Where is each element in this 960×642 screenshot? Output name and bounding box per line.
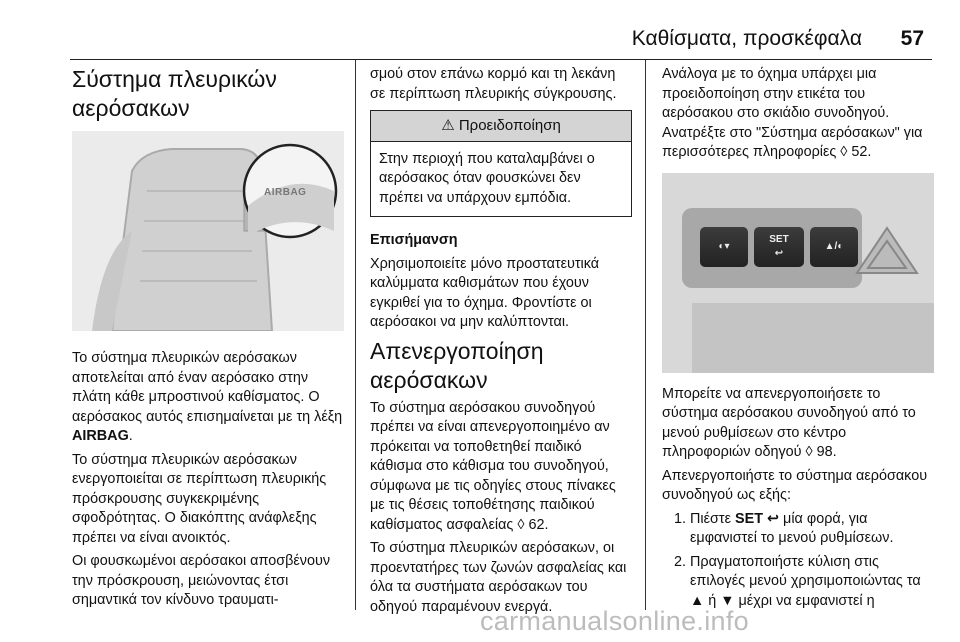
warning-header	[371, 111, 631, 142]
return-arrow-icon: ↩	[763, 510, 780, 527]
note-title: Επισήμανση	[370, 232, 458, 248]
warning-body: Στην περιοχή που καταλαμβάνει ο αερόσακος όταν φουσκώνει δεν πρέπει να υπάρχουν εμπόδια.	[379, 150, 595, 206]
list-item: 2. Πραγματοποιήστε κύλιση στις επιλογές μενού χρησιμοποιώντας τα ▲ ή ▼ μέχρι να εμφανιστεί η	[690, 553, 934, 612]
set-button: SET ↩	[754, 227, 804, 267]
airbag-word: AIRBAG	[72, 428, 129, 444]
airbag-label: AIRBAG	[264, 187, 307, 198]
watermark: carmanualsonline.info	[480, 606, 749, 636]
cruise-button: ◐▾	[700, 227, 748, 267]
warning-title: Προειδοποίηση	[458, 117, 561, 134]
section-title: Καθίσματα, προσκέφαλα	[631, 27, 862, 50]
steps-list	[662, 510, 934, 612]
note-body: Χρησιμοποιείτε μόνο προστατευτικά καλύμματα καθισμάτων που έχουν εγκριθεί για το όχημα. Φροντίστε οι αερόσακοι να μην καλύπτονται.	[370, 255, 600, 330]
page-number: 57	[900, 27, 924, 50]
paragraph: Οι φουσκωμένοι αερόσακοι αποσβένουν την πρόσκρουση, μειώνοντας έτσι σημαντικά τον κίνδυνο τραυματι-	[72, 553, 331, 608]
limiter-button: ▲/◐	[810, 227, 858, 267]
paragraph: σμού στον επάνω κορμό και τη λεκάνη σε περίπτωση πλευρικής σύγκρουσης.	[370, 66, 617, 102]
warning-box	[370, 110, 632, 217]
list-item: 1. Πιέστε SET ↩ μία φορά, για εμφανιστεί το μενού ρυθμίσεων.	[690, 510, 934, 549]
control-buttons-illustration	[662, 173, 934, 373]
seat-illustration-svg	[72, 131, 344, 331]
paragraph: Το σύστημα πλευρικών αερόσακων, οι προεντατήρες των ζωνών ασφαλείας και όλα τα συστήματα αερόσακων του οδηγού παραμένουν ενεργά.	[370, 540, 627, 615]
header-rule	[70, 59, 932, 60]
deactivation-heading: Απενεργοποίηση αερόσακων	[370, 337, 544, 393]
column-1	[72, 65, 344, 615]
warning-triangle-icon: ⚠	[441, 117, 455, 134]
paragraph: Απενεργοποιήστε το σύστημα αερόσακου συνοδηγού ως εξής:	[662, 467, 928, 503]
side-airbag-heading: Σύστημα πλευρικών αερόσακων	[72, 66, 277, 121]
column-divider	[645, 60, 646, 610]
column-divider	[355, 60, 356, 610]
dashboard-svg	[662, 173, 934, 373]
paragraph: Το σύστημα πλευρικών αερόσακων αποτελείται από έναν αερόσακο στην πλάτη κάθε μπροστινού καθίσματος. Ο αερόσακος αυτός επισημαίνεται με τη λέξη AIRBAG.	[72, 350, 343, 444]
paragraph: Το σύστημα πλευρικών αερόσακων ενεργοποιείται σε περίπτωση πλευρικής πρόσκρουσης συγκεκριμένης σφοδρότητας. Ο διακόπτης ανάφλεξης πρέπει να είναι ανοικτός.	[72, 451, 327, 546]
page-header	[70, 25, 932, 55]
side-airbag-illustration	[72, 131, 344, 331]
paragraph: Το σύστημα αερόσακου συνοδηγού πρέπει να είναι απενεργοποιημένο αν πρόκειται να τοποθετηθεί παιδικό κάθισμα στο κάθισμα του συνοδηγού, σύμφωνα με τις οδηγίες στους πίνακες με τις θέσεις τοποθέτησης παιδικού καθίσματος ασφαλείας ◊ 62.	[370, 399, 616, 533]
paragraph: Μπορείτε να απενεργοποιήσετε το σύστημα αερόσακου συνοδηγού από το μενού ρυθμίσεων στο κέντρο πληροφοριών οδηγού ◊ 98.	[662, 385, 916, 460]
column-3	[662, 65, 934, 615]
column-2	[370, 65, 632, 621]
paragraph: Ανάλογα με το όχημα υπάρχει μια προειδοποίηση στην ετικέτα του αερόσακου στο σκιάδιο συνοδηγού. Ανατρέξτε στο "Σύστημα αερόσακων" για περισσότερες πληροφορίες ◊ 52.	[662, 66, 923, 160]
